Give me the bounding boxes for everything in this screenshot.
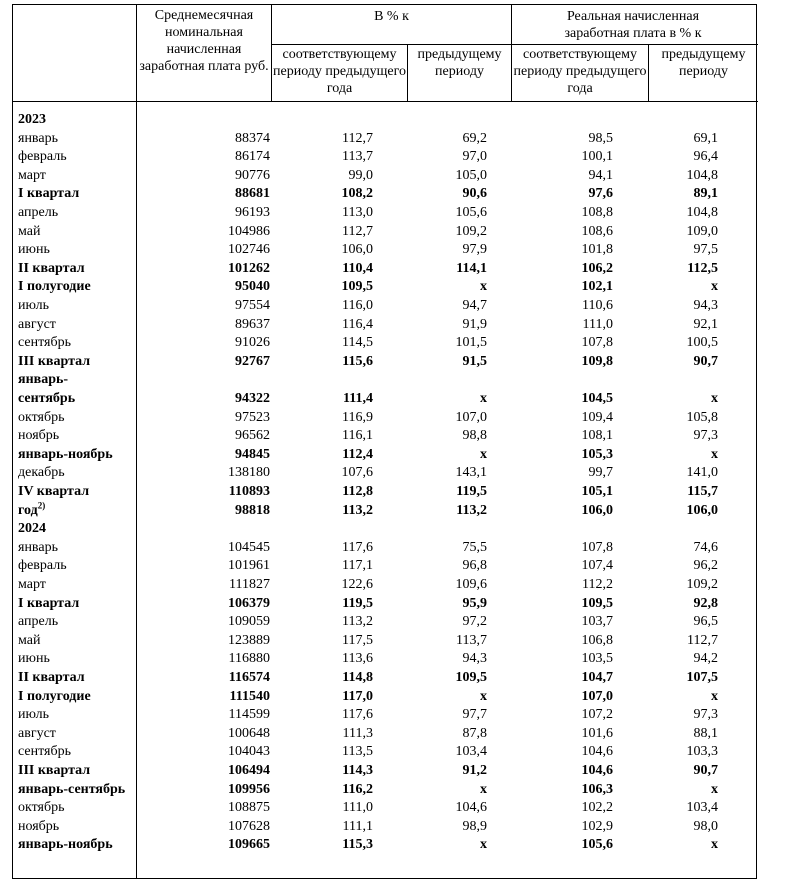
cell-value: 116574 [228,670,270,685]
cell-value: 97,5 [693,242,718,258]
cell-value: 89,1 [693,186,718,202]
cell-value: 86174 [235,149,270,165]
cell-value: 90,6 [462,186,487,202]
cell-value: 74,6 [693,539,718,555]
cell-value: x [711,688,718,704]
cell-value: 103,5 [581,651,613,667]
table-row [13,409,758,428]
cell-value: 105,0 [455,167,487,183]
cell-value: 113,5 [342,744,373,760]
cell-value: 75,5 [462,539,487,555]
table-row [13,539,758,558]
table-row [13,297,758,316]
cell-value: 95,9 [462,595,487,611]
cell-value: 96,2 [693,558,718,574]
cell-value: 88,1 [693,725,718,741]
cell-value: 114,8 [342,670,373,685]
cell-value: 106,0 [341,242,373,258]
cell-value: 109665 [228,837,270,853]
cell-value: 104,8 [686,205,718,220]
row-label: II квартал [18,670,85,685]
year-label: 2023 [18,112,46,127]
cell-value: 102,1 [581,279,613,295]
cell-value: 94322 [235,390,270,406]
table-row [13,669,758,688]
cell-value: 113,2 [342,614,373,630]
table-row [13,185,758,204]
row-label: ноябрь [18,428,60,444]
table-row [13,632,758,651]
table-row [13,260,758,279]
cell-value: 89637 [235,316,270,332]
row-label: ноябрь [18,818,60,834]
cell-value: 96193 [235,205,270,220]
cell-value: 106,0 [581,502,613,518]
cell-value: 97523 [235,409,270,425]
cell-value: 107,8 [581,335,613,351]
cell-value: 101262 [228,260,270,276]
cell-value: 105,1 [581,484,613,499]
row-label: I полугодие [18,688,91,704]
wage-table [12,4,757,879]
row-label: сентябрь [18,744,71,760]
cell-value: 106,3 [581,781,613,797]
row-label: март [18,577,46,592]
table-row [13,595,758,614]
table-row [13,613,758,632]
table-row [13,130,758,149]
cell-value: 103,7 [581,614,613,630]
cell-value: 69,2 [462,130,487,146]
cell-value: 116,2 [342,781,373,797]
row-label: август [18,316,56,332]
row-label: январь-сентябрь [18,781,126,797]
cell-value: 113,0 [342,205,373,220]
table-row [13,762,758,781]
cell-value: 105,6 [455,205,487,220]
cell-value: 90,7 [693,763,718,778]
header-previous-period: предыдущему периоду [417,47,502,79]
cell-value: 108,2 [341,186,373,202]
cell-value: 109,6 [455,577,487,592]
table-row [13,316,758,335]
cell-value: 110893 [228,484,270,499]
cell-value: 97,2 [462,614,487,630]
row-label: IV квартал [18,484,90,499]
row-label: III квартал [18,353,91,369]
cell-value: 88681 [235,186,270,202]
cell-value: 116,0 [342,298,373,313]
header-real-same-period-last-year: соответствующему периоду предыдущего года [513,47,647,96]
row-label: январь-ноябрь [18,837,113,853]
cell-value: 102,9 [581,818,613,834]
cell-value: 109956 [228,781,270,797]
cell-value: 112,7 [342,223,373,239]
cell-value: 98,5 [588,130,613,146]
table-row [13,781,758,800]
cell-value: 106,2 [581,260,613,276]
cell-value: 98818 [235,502,270,518]
table-row [13,353,758,372]
cell-value: 90,7 [693,353,718,369]
row-label: январь-ноябрь [18,446,113,462]
table-row [13,241,758,260]
row-label: I полугодие [18,279,91,295]
cell-value: 107,4 [581,558,613,574]
cell-value: 108875 [228,800,270,816]
cell-value: 112,7 [687,632,718,648]
cell-value: 97,0 [462,149,487,165]
row-label: год$^{2)}$ [18,499,46,518]
cell-value: 111,1 [342,818,373,834]
cell-value: 111540 [229,688,270,704]
row-label: февраль [18,558,67,574]
table-row [13,576,758,595]
cell-value: 94,2 [693,651,718,667]
cell-value: 107,0 [455,409,487,425]
cell-value: 98,8 [462,428,487,444]
cell-value: 117,5 [342,632,373,648]
table-row [13,278,758,297]
cell-value: 102,2 [581,800,613,816]
table-row [13,799,758,818]
cell-value: 100,5 [686,335,718,351]
header-nominal-wage: Среднемесячная номинальная начисленная заработная плата руб. [139,8,269,74]
row-label: июнь [18,651,50,667]
cell-value: 117,6 [342,707,373,723]
cell-value: 113,7 [342,149,373,165]
cell-value: x [480,279,487,295]
cell-value: 101,8 [581,242,613,258]
table-row [13,223,758,242]
row-label: март [18,167,46,183]
row-label: III квартал [18,763,91,778]
cell-value: x [711,279,718,295]
cell-value: 109059 [228,614,270,630]
row-label: I квартал [18,186,80,202]
cell-value: 106,0 [686,502,718,518]
row-label: январь- [18,372,69,388]
cell-value: 112,7 [342,130,373,146]
row-label: февраль [18,149,67,165]
cell-value: 94,3 [693,298,718,313]
cell-value: 114,3 [342,763,373,778]
row-label: январь [18,539,58,555]
cell-value: 94,3 [462,651,487,667]
row-label: январь [18,130,58,146]
cell-value: 113,2 [342,502,373,518]
cell-value: 107,5 [686,670,718,685]
cell-value: 114,1 [456,260,487,276]
row-label: май [18,632,41,648]
cell-value: 100,1 [581,149,613,165]
cell-value: x [480,446,487,462]
cell-value: 113,2 [456,502,487,518]
cell-value: 114,5 [342,335,373,351]
cell-value: 117,0 [342,688,373,704]
cell-value: 122,6 [341,577,373,592]
cell-value: 108,1 [581,428,613,444]
cell-value: 91,5 [462,353,487,369]
cell-value: 99,7 [588,465,613,481]
cell-value: 109,4 [581,409,613,425]
header-bottom-rule [13,101,758,102]
cell-value: 138180 [228,465,270,481]
row-label: II квартал [18,260,85,276]
cell-value: 97554 [235,298,270,313]
cell-value: 92,8 [693,595,718,611]
cell-value: 103,4 [455,744,487,760]
row-label: октябрь [18,800,65,816]
table-row [13,204,758,223]
cell-value: 97,3 [693,707,718,723]
cell-value: 113,6 [342,651,373,667]
cell-value: 96,8 [462,558,487,574]
cell-value: 95040 [235,279,270,295]
table-row [13,725,758,744]
cell-value: 109,0 [686,223,718,239]
header-real-previous-period: предыдущему периоду [661,47,746,79]
cell-value: 96,4 [693,149,718,165]
cell-value: 119,5 [342,595,373,611]
cell-value: 113,7 [456,632,487,648]
footnote-mark: 2) [37,499,46,510]
table-row [13,167,758,186]
table-row [13,688,758,707]
cell-value: 101,6 [581,725,613,741]
cell-value: 109,5 [455,670,487,685]
cell-value: 107,2 [581,707,613,723]
table-row [13,483,758,502]
cell-value: 101,5 [455,335,487,351]
cell-value: 91,9 [462,316,487,332]
cell-value: 106494 [228,763,270,778]
cell-value: 116880 [228,651,270,667]
row-label: апрель [18,614,59,630]
row-label: I квартал [18,595,80,611]
cell-value: 109,5 [341,279,373,295]
cell-value: 96562 [235,428,270,444]
cell-value: 111,0 [582,316,613,332]
table-row [13,499,758,521]
header-real-wage: Реальная начисленная заработная плата в % к [564,9,702,41]
cell-value: 91,2 [462,763,487,778]
cell-value: 104,6 [455,800,487,816]
cell-value: 112,2 [582,577,613,592]
cell-value: 117,6 [342,539,373,555]
table-row [13,446,758,465]
cell-value: 115,6 [342,353,373,369]
header-subrule [271,44,758,45]
row-label: июнь [18,242,50,258]
cell-value: 91026 [235,335,270,351]
cell-value: 109,5 [581,595,613,611]
cell-value: 107,0 [581,688,613,704]
cell-value: 105,3 [581,446,613,462]
table-row [13,818,758,837]
cell-value: 112,5 [687,260,718,276]
row-label: август [18,725,56,741]
cell-value: 109,8 [581,353,613,369]
cell-value: 116,1 [342,428,373,444]
cell-value: 94845 [235,446,270,462]
row-label: сентябрь [18,335,71,351]
cell-value: 109,2 [686,577,718,592]
cell-value: 104,6 [581,744,613,760]
cell-value: 109,2 [455,223,487,239]
cell-value: 104545 [228,539,270,555]
row-label-continued: сентябрь [18,390,76,406]
cell-value: 97,7 [462,707,487,723]
cell-value: 102746 [228,242,270,258]
table-row [13,371,758,406]
row-label: апрель [18,205,59,220]
header-same-period-last-year: соответствующему периоду предыдущего года [273,47,406,96]
cell-value: 106379 [228,595,270,611]
cell-value: 143,1 [455,465,487,481]
table-row [13,836,758,855]
cell-value: 87,8 [462,725,487,741]
cell-value: 104,8 [686,167,718,183]
cell-value: 104,7 [581,670,613,685]
table-row [13,650,758,669]
cell-value: 141,0 [686,465,718,481]
cell-value: 116,9 [342,409,373,425]
cell-value: 108,8 [581,205,613,220]
cell-value: 97,6 [588,186,613,202]
cell-value: x [711,781,718,797]
cell-value: 111827 [229,577,270,592]
cell-value: 104043 [228,744,270,760]
row-label: июль [18,298,49,313]
cell-value: 97,9 [462,242,487,258]
cell-value: 104,6 [581,763,613,778]
cell-value: 98,9 [462,818,487,834]
cell-value: 114599 [228,707,270,723]
table-row [13,427,758,446]
cell-value: 119,5 [456,484,487,499]
cell-value: 103,3 [686,744,718,760]
cell-value: 123889 [228,632,270,648]
row-label: июль [18,707,49,723]
cell-value: 111,0 [342,800,373,816]
cell-value: 112,8 [342,484,373,499]
table-row [13,557,758,576]
cell-value: x [480,781,487,797]
cell-value: 96,5 [693,614,718,630]
cell-value: 105,6 [581,837,613,853]
cell-value: 103,4 [686,800,718,816]
row-label: декабрь [18,465,65,481]
cell-value: x [480,837,487,853]
cell-value: 104986 [228,223,270,239]
cell-value: x [480,688,487,704]
cell-value: 110,4 [342,260,373,276]
cell-value: 106,8 [581,632,613,648]
cell-value: 107,6 [341,465,373,481]
row-label: октябрь [18,409,65,425]
table-row [13,706,758,725]
cell-value: 111,3 [342,725,373,741]
cell-value: 107,8 [581,539,613,555]
cell-value: 104,5 [581,390,613,406]
cell-value: 98,0 [693,818,718,834]
cell-value: 90776 [235,167,270,183]
cell-value: 92767 [235,353,270,369]
cell-value: 88374 [235,130,270,146]
cell-value: 105,8 [686,409,718,425]
header-percent-to: В % к [374,9,409,24]
cell-value: 92,1 [693,316,718,332]
year-label: 2024 [18,521,46,537]
cell-value: 111,4 [343,390,373,406]
cell-value: 97,3 [693,428,718,444]
cell-value: 117,1 [342,558,373,574]
table-row [13,743,758,762]
cell-value: 112,4 [342,446,373,462]
cell-value: 115,7 [687,484,718,499]
cell-value: 100648 [228,725,270,741]
cell-value: x [480,390,487,406]
table-row [13,334,758,353]
cell-value: 108,6 [581,223,613,239]
cell-value: x [711,837,718,853]
cell-value: 94,1 [588,167,613,183]
cell-value: 115,3 [342,837,373,853]
cell-value: 69,1 [693,130,718,146]
cell-value: 116,4 [342,316,373,332]
cell-value: 99,0 [348,167,373,183]
cell-value: x [711,446,718,462]
cell-value: 110,6 [582,298,613,313]
cell-value: x [711,390,718,406]
cell-value: 107628 [228,818,270,834]
cell-value: 94,7 [462,298,487,313]
table-row [13,148,758,167]
table-row [13,464,758,483]
cell-value: 101961 [228,558,270,574]
row-label: май [18,223,41,239]
